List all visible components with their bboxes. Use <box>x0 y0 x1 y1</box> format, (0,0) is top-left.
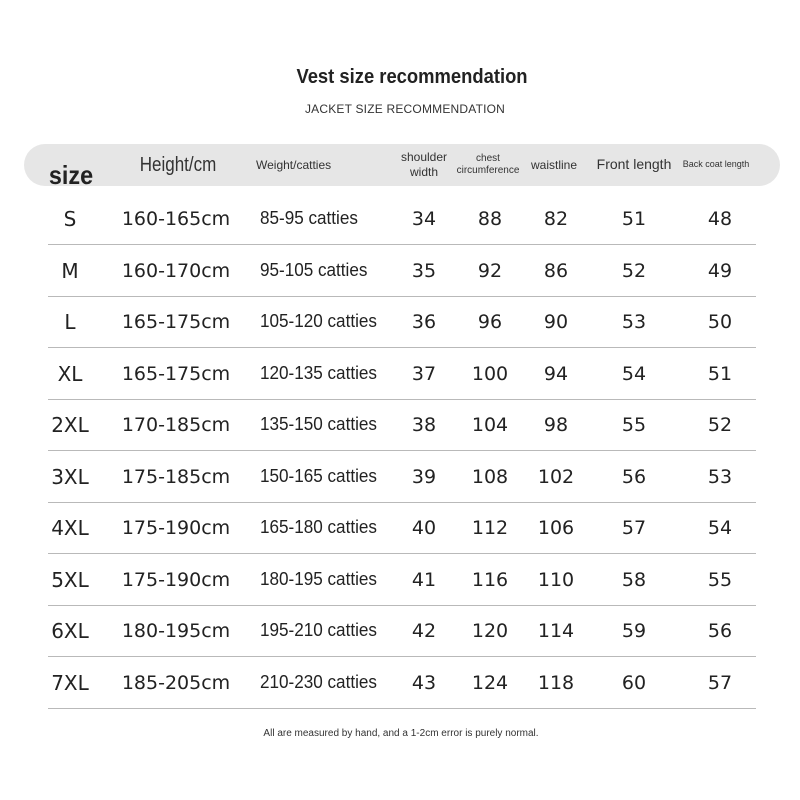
table-row <box>48 296 756 348</box>
weight-cell: 195-210 catties <box>260 620 377 640</box>
back-length-cell: 49 <box>707 259 733 282</box>
size-cell: S <box>63 206 77 231</box>
shoulder-cell: 40 <box>411 516 437 539</box>
weight-cell: 150-165 catties <box>260 466 377 486</box>
table-row <box>48 502 756 554</box>
header-weight: Weight/catties <box>256 157 332 172</box>
measurement-note: All are measured by hand, and a 1-2cm error is purely normal. <box>263 728 539 739</box>
size-cell: M <box>61 258 79 283</box>
front-length-cell: 55 <box>621 413 647 436</box>
chest-cell: 92 <box>477 259 503 282</box>
table-row <box>48 399 756 451</box>
weight-cell: 165-180 catties <box>260 517 377 537</box>
shoulder-cell: 38 <box>411 413 437 436</box>
weight-cell: 135-150 catties <box>260 414 377 434</box>
waist-cell: 106 <box>537 516 575 539</box>
shoulder-cell: 36 <box>411 310 437 333</box>
back-length-cell: 52 <box>707 413 733 436</box>
weight-cell: 105-120 catties <box>260 311 377 331</box>
table-row <box>48 605 756 657</box>
height-cell: 185-205cm <box>121 671 231 694</box>
table-row <box>48 451 756 503</box>
height-cell: 175-190cm <box>121 516 231 539</box>
height-cell: 175-190cm <box>121 568 231 591</box>
height-cell: 180-195cm <box>121 619 231 642</box>
front-length-cell: 51 <box>621 207 647 230</box>
header-back-coat-length: Back coat length <box>682 159 750 170</box>
header-front-length: Front length <box>596 156 672 173</box>
chest-cell: 116 <box>471 568 509 591</box>
waist-cell: 86 <box>543 259 569 282</box>
front-length-cell: 52 <box>621 259 647 282</box>
shoulder-cell: 43 <box>411 671 437 694</box>
back-length-cell: 56 <box>707 619 733 642</box>
size-cell: 4XL <box>51 515 89 540</box>
waist-cell: 110 <box>537 568 575 591</box>
header-size: size <box>48 159 94 190</box>
height-cell: 160-170cm <box>121 259 231 282</box>
size-cell: 7XL <box>51 670 89 695</box>
height-cell: 175-185cm <box>121 465 231 488</box>
chest-cell: 108 <box>471 465 509 488</box>
front-length-cell: 54 <box>621 362 647 385</box>
front-length-cell: 59 <box>621 619 647 642</box>
header-height: Height/cm <box>139 153 217 176</box>
weight-cell: 95-105 catties <box>260 260 368 280</box>
front-length-cell: 60 <box>621 671 647 694</box>
height-cell: 170-185cm <box>121 413 231 436</box>
front-length-cell: 57 <box>621 516 647 539</box>
table-row <box>48 193 756 245</box>
header-shoulder-width: shoulder width <box>400 150 448 179</box>
back-length-cell: 54 <box>707 516 733 539</box>
weight-cell: 180-195 catties <box>260 569 377 589</box>
weight-cell: 210-230 catties <box>260 672 377 692</box>
shoulder-cell: 34 <box>411 207 437 230</box>
table-row <box>48 348 756 400</box>
shoulder-cell: 37 <box>411 362 437 385</box>
chest-cell: 96 <box>477 310 503 333</box>
shoulder-cell: 39 <box>411 465 437 488</box>
size-cell: 3XL <box>51 464 89 489</box>
height-cell: 160-165cm <box>121 207 231 230</box>
waist-cell: 118 <box>537 671 575 694</box>
size-cell: 2XL <box>51 412 89 437</box>
height-cell: 165-175cm <box>121 362 231 385</box>
table-row <box>48 245 756 297</box>
back-length-cell: 48 <box>707 207 733 230</box>
shoulder-cell: 42 <box>411 619 437 642</box>
weight-cell: 85-95 catties <box>260 208 358 228</box>
chest-cell: 88 <box>477 207 503 230</box>
weight-cell: 120-135 catties <box>260 363 377 383</box>
back-length-cell: 51 <box>707 362 733 385</box>
back-length-cell: 55 <box>707 568 733 591</box>
front-length-cell: 53 <box>621 310 647 333</box>
chest-cell: 104 <box>471 413 509 436</box>
header-chest-circumference: chest circumference <box>456 152 520 176</box>
chest-cell: 112 <box>471 516 509 539</box>
header-waistline: waistline <box>530 157 578 172</box>
waist-cell: 102 <box>537 465 575 488</box>
size-cell: 5XL <box>51 567 89 592</box>
page-title: Vest size recommendation <box>296 66 528 88</box>
size-cell: XL <box>57 361 83 386</box>
front-length-cell: 56 <box>621 465 647 488</box>
table-row <box>48 554 756 606</box>
chest-cell: 100 <box>471 362 509 385</box>
chest-cell: 124 <box>471 671 509 694</box>
waist-cell: 82 <box>543 207 569 230</box>
shoulder-cell: 35 <box>411 259 437 282</box>
waist-cell: 98 <box>543 413 569 436</box>
back-length-cell: 53 <box>707 465 733 488</box>
size-cell: L <box>64 309 76 334</box>
waist-cell: 90 <box>543 310 569 333</box>
height-cell: 165-175cm <box>121 310 231 333</box>
shoulder-cell: 41 <box>411 568 437 591</box>
waist-cell: 114 <box>537 619 575 642</box>
front-length-cell: 58 <box>621 568 647 591</box>
table-row <box>48 657 756 709</box>
back-length-cell: 57 <box>707 671 733 694</box>
back-length-cell: 50 <box>707 310 733 333</box>
page-subtitle: JACKET SIZE RECOMMENDATION <box>304 102 506 116</box>
chest-cell: 120 <box>471 619 509 642</box>
size-cell: 6XL <box>51 618 89 643</box>
waist-cell: 94 <box>543 362 569 385</box>
